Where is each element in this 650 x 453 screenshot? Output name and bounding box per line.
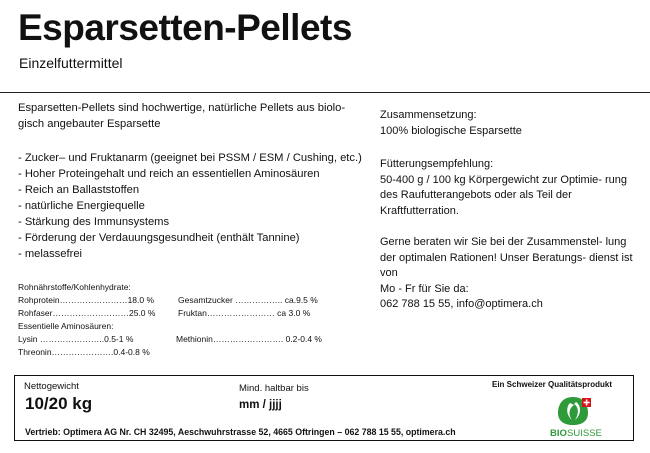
benefit-item: - Stärkung des Immunsystems — [18, 216, 170, 228]
bio-suisse-logo-icon — [548, 393, 602, 439]
benefits-list — [18, 150, 362, 262]
nutrient-value: Rohfaser………………………25.0 % — [18, 308, 156, 318]
feeding-label: Fütterungsempfehlung: — [380, 158, 494, 170]
logo-bio-text: BIO — [550, 428, 567, 439]
nutrition-heading: Rohnährstoffe/Kohlenhydrate: — [18, 282, 131, 292]
intro-text: Esparsetten-Pellets sind hochwertige, natürliche Pellets aus biolo- gisch angebauter Esparsette — [18, 102, 346, 130]
net-weight-value: 10/20 kg — [25, 394, 93, 413]
benefit-item: - Hoher Proteingehalt und reich an essentiellen Aminosäuren — [18, 168, 320, 180]
composition-label: Zusammensetzung: — [380, 109, 477, 121]
nutrient-value: Rohprotein……………………18.0 % — [18, 295, 155, 305]
product-subtitle: Einzelfuttermittel — [19, 55, 123, 71]
contact-hours: Mo - Fr für Sie da: — [380, 282, 469, 295]
quality-label: Ein Schweizer Qualitätsprodukt — [492, 380, 613, 389]
header-divider — [0, 92, 650, 93]
contact-phone-email: 062 788 15 55, info@optimera.ch — [380, 298, 543, 310]
amino-value: Methionin……………………. 0.2-0.4 % — [176, 334, 322, 344]
best-before-label: Mind. haltbar bis — [239, 383, 309, 394]
amino-value: Lysin …………………..0.5-1 % — [18, 334, 134, 344]
distributor-line: Vertrieb: Optimera AG Nr. CH 32495, Aeschwuhrstrasse 52, 4665 Oftringen – 062 788 15 55, optimera.ch — [25, 427, 456, 437]
amino-value: Threonin………………….0.4-0.8 % — [18, 347, 150, 357]
benefit-item: - Reich an Ballaststoffen — [18, 184, 140, 196]
logo-suisse-text: SUISSE — [567, 428, 602, 439]
benefit-item: - Förderung der Verdauungsgesundheit (enthält Tannine) — [18, 232, 300, 244]
benefit-item: - melassefrei — [18, 248, 83, 260]
product-title: Esparsetten-Pellets — [18, 7, 352, 48]
contact-text: Gerne beraten wir Sie bei der Zusammenstel- lung der optimalen Rationen! Unser Beratungs- dienst ist von — [380, 236, 633, 279]
benefit-item: - Zucker– und Fruktanarm (geeignet bei PSSM / ESM / Cushing, etc.) — [18, 152, 362, 164]
amino-heading-text: Essentielle Aminosäuren: — [18, 321, 114, 331]
composition-value: 100% biologische Esparsette — [380, 124, 522, 137]
spacer — [380, 139, 640, 157]
nutrient-value: Gesamtzucker …………….. ca.9.5 % — [178, 295, 318, 305]
info-column — [380, 108, 640, 313]
net-weight-label: Nettogewicht — [24, 381, 79, 392]
spacer — [380, 219, 640, 235]
benefit-item: - natürliche Energiequelle — [18, 200, 145, 212]
feeding-text: 50-400 g / 100 kg Körpergewicht zur Optimie- rung des Raufutterangebots oder als Teil der Kraftfutterration. — [380, 173, 628, 217]
nutrient-value: Fruktan…………………… ca 3.0 % — [178, 308, 311, 318]
best-before-value: mm / jjjj — [239, 399, 282, 411]
